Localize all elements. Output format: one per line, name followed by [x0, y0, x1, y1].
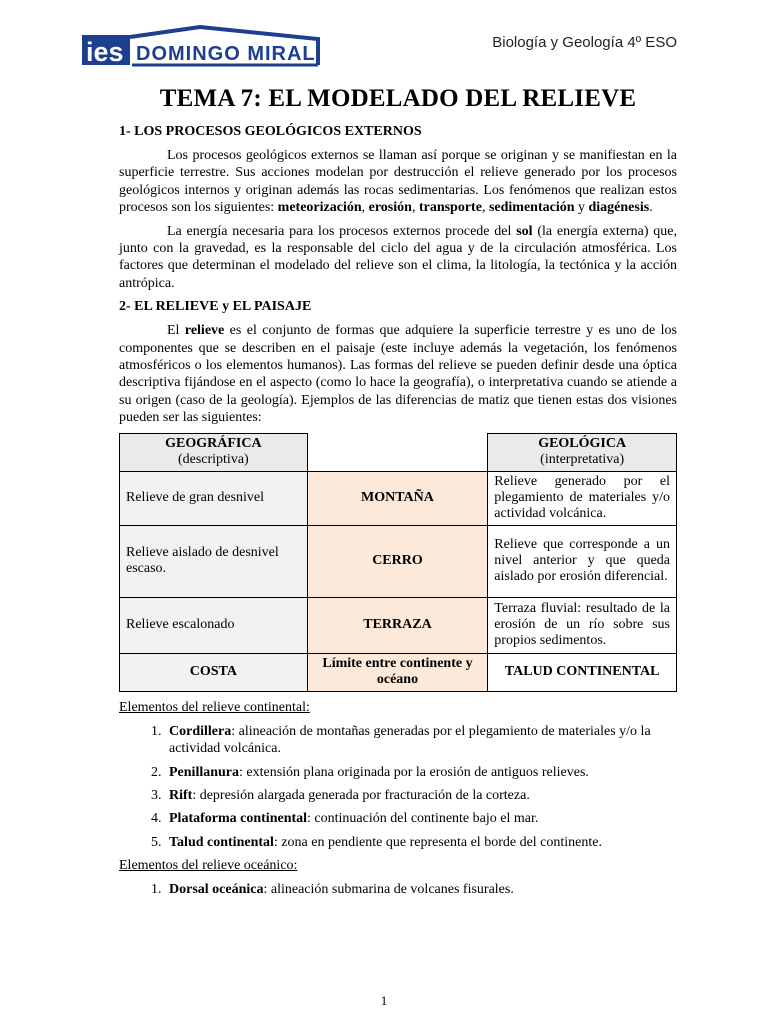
cell-geol: TALUD CONTINENTAL	[488, 653, 677, 691]
cell-term: Límite entre continente y océano	[307, 653, 488, 691]
table-row	[120, 597, 677, 653]
cell-term: CERRO	[307, 525, 488, 597]
cell-geo: Relieve aislado de desnivel escaso.	[120, 525, 308, 597]
section2-heading: 2- EL RELIEVE y EL PAISAJE	[119, 299, 312, 315]
table-row	[120, 653, 677, 691]
list-item: 2. Penillanura: extensión plana originada por la erosión de antiguos relieves.	[165, 764, 677, 781]
cell-geol: Terraza fluvial: resultado de la erosión de un río sobre sus propios sedimentos.	[488, 597, 677, 653]
section2-paragraph1: El relieve es el conjunto de formas que adquiere la superficie terrestre y es uno de los componentes que se describen en el paisaje (este incluye además la vegetación, los fenómenos atmosféricos o los elementos humanos). Las formas del relieve se pueden definir desde una óptica descriptiva fijándose en el aspecto (como lo hace la geografía), o interpretativa cuando se atiende a su origen (caso de la geología). Ejemplos de las diferencias de matiz que tienen estas dos visiones pueden ser las siguientes:	[119, 323, 677, 426]
header-geologica: GEOLÓGICA (interpretativa)	[488, 433, 677, 471]
section1-paragraph1: Los procesos geológicos externos se llaman así porque se originan y se manifiestan en la superficie terrestre. Sus acciones modelan por destrucción el relieve generado por los procesos geológicos internos y originan además las rocas sedimentarias. Los fenómenos que realizan estos procesos son los siguientes: meteorización, erosión, transporte, sedimentación y diagénesis.	[119, 148, 677, 216]
list-item: 3. Rift: depresión alargada generada por fracturación de la corteza.	[165, 787, 677, 804]
cell-geol: Relieve generado por el plegamiento de materiales y/o actividad volcánica.	[488, 471, 677, 525]
cell-geo: COSTA	[120, 653, 308, 691]
table-row	[120, 471, 677, 525]
header-empty-cell	[307, 433, 488, 471]
cell-term: MONTAÑA	[307, 471, 488, 525]
list-item: 5. Talud continental: zona en pendiente que representa el borde del continente.	[165, 834, 677, 851]
continental-list	[119, 723, 677, 851]
table-row	[120, 525, 677, 597]
oceanic-list	[119, 881, 677, 898]
continental-heading: Elementos del relieve continental:	[119, 699, 310, 715]
cell-geo: Relieve escalonado	[120, 597, 308, 653]
oceanic-heading: Elementos del relieve oceánico:	[119, 858, 298, 874]
page-title: TEMA 7: EL MODELADO DEL RELIEVE	[159, 85, 637, 112]
main-content	[119, 84, 677, 905]
list-item: 1. Cordillera: alineación de montañas generadas por el plegamiento de materiales y/o la actividad volcánica.	[165, 723, 677, 758]
section1-paragraph2: La energía necesaria para los procesos externos procede del sol (la energía externa) que, junto con la gravedad, es la responsable del ciclo del agua y de la circulación atmosférica. Los factores que determinan el modelado del relieve son el clima, la litología, la tectónica y la acción antrópica.	[119, 223, 677, 291]
svg-text:DOMINGO MIRAL: DOMINGO MIRAL	[136, 43, 316, 65]
cell-geo: Relieve de gran desnivel	[120, 471, 308, 525]
cell-term: TERRAZA	[307, 597, 488, 653]
subject-header: Biología y Geología 4º ESO	[492, 34, 677, 51]
cell-geol: Relieve que corresponde a un nivel anterior y que queda aislado por erosión diferencial.	[488, 525, 677, 597]
page-number: 1	[380, 993, 388, 1008]
header-geografica: GEOGRÁFICA (descriptiva)	[120, 433, 308, 471]
svg-text:ies: ies	[86, 37, 124, 67]
relief-comparison-table	[119, 433, 677, 692]
school-logo	[80, 25, 322, 69]
table-header-row	[120, 433, 677, 471]
list-item: 4. Plataforma continental: continuación del continente bajo el mar.	[165, 810, 677, 827]
list-item: 1. Dorsal oceánica: alineación submarina de volcanes fisurales.	[165, 881, 677, 898]
section1-heading: 1- LOS PROCESOS GEOLÓGICOS EXTERNOS	[119, 124, 422, 139]
